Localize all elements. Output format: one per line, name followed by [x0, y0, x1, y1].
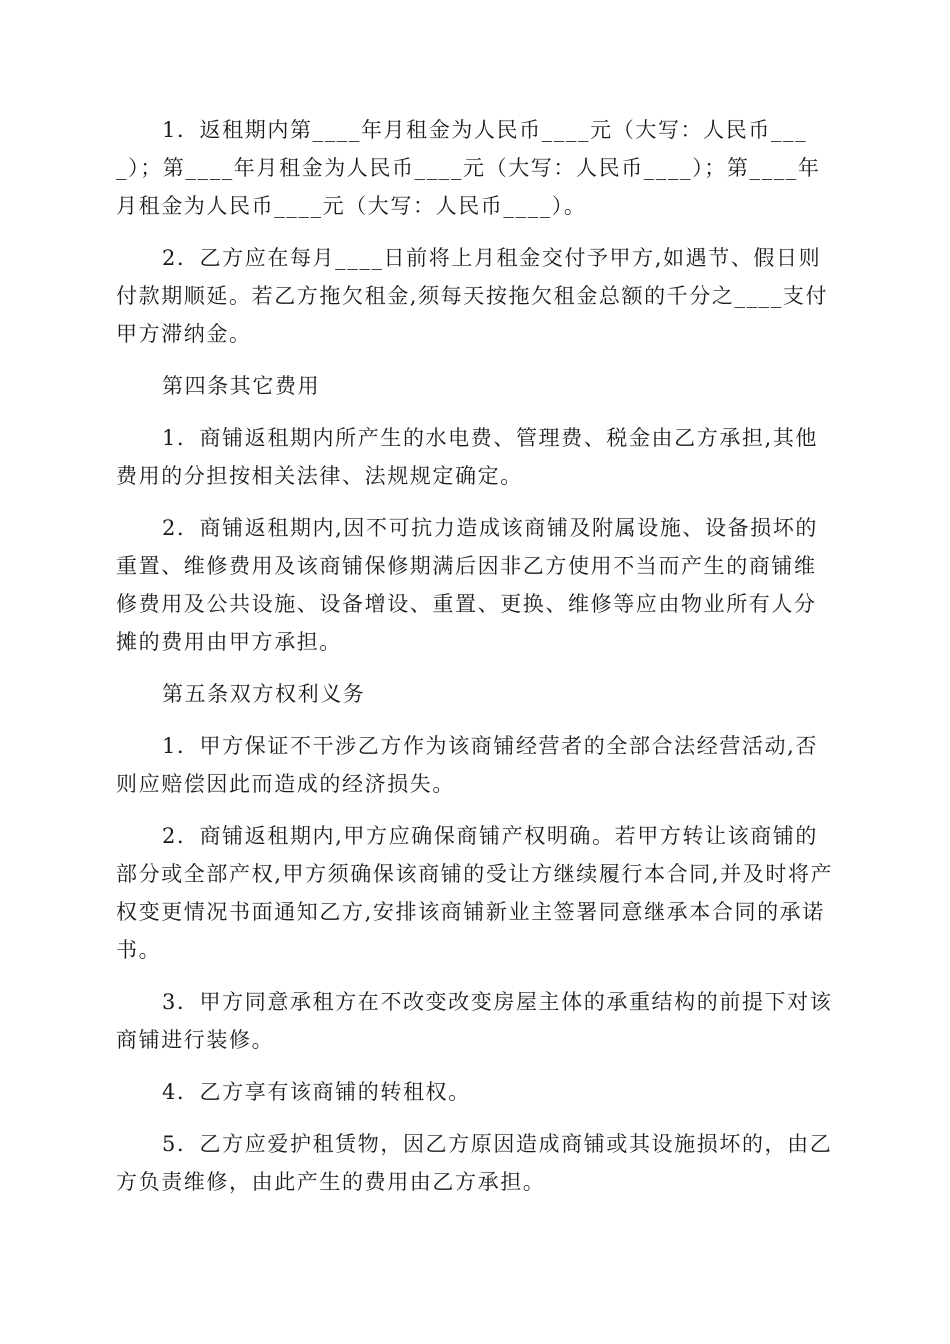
property-rights-clause: 2．商铺返租期内,甲方应确保商铺产权明确。若甲方转让该商铺的部分或全部产权,甲方须确保该商铺的受让方继续履行本合同,并及时将产权变更情况书面通知乙方,安排该商铺新业主签署同意继承本合同的承诺书。	[116, 824, 834, 962]
repair-fees-clause: 2．商铺返租期内,因不可抗力造成该商铺及附属设施、设备损坏的重置、维修费用及该商铺保修期满后因非乙方使用不当而产生的商铺维修费用及公共设施、设备增设、重置、更换、维修等应由物业所有人分摊的费用由甲方承担。	[116, 516, 819, 654]
document-body	[116, 111, 836, 1215]
rent-amount-clause: 1．返租期内第____年月租金为人民币____元（大写：人民币____）；第____年月租金为人民币____元（大写：人民币____）；第____年月租金为人民币____元（大写：人民币____）。	[116, 118, 821, 218]
renovation-clause: 3．甲方同意承租方在不改变改变房屋主体的承重结构的前提下对该商铺进行装修。	[116, 990, 833, 1052]
rent-payment-clause: 2．乙方应在每月____日前将上月租金交付予甲方,如遇节、假日则付款期顺延。若乙方拖欠租金,须每天按拖欠租金总额的千分之____支付甲方滞纳金。	[116, 246, 829, 346]
section-heading-rights-obligations: 第五条双方权利义务	[162, 682, 366, 706]
maintenance-clause: 5．乙方应爱护租赁物，因乙方原因造成商铺或其设施损坏的，由乙方负责维修，由此产生的费用由乙方承担。	[116, 1132, 833, 1194]
non-interference-clause: 1．甲方保证不干涉乙方作为该商铺经营者的全部合法经营活动,否则应赔偿因此而造成的经济损失。	[116, 734, 819, 796]
section-heading-other-fees: 第四条其它费用	[162, 374, 321, 398]
utility-fees-clause: 1．商铺返租期内所产生的水电费、管理费、税金由乙方承担,其他费用的分担按相关法律、法规规定确定。	[116, 426, 819, 488]
sublease-clause: 4．乙方享有该商铺的转租权。	[162, 1080, 471, 1104]
